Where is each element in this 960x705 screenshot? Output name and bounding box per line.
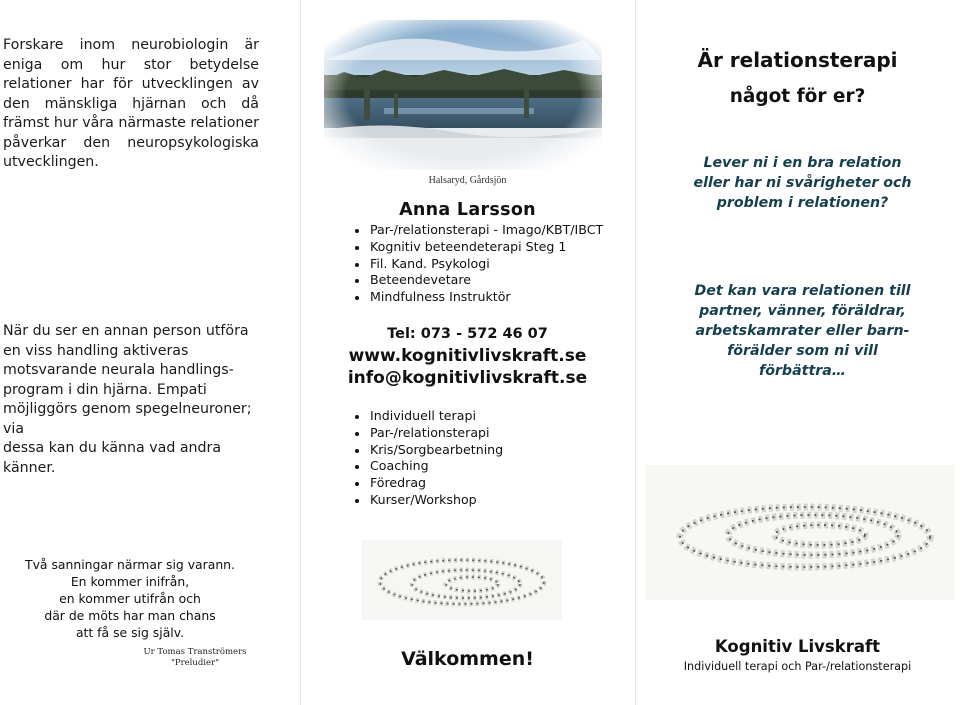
answer-line: Det kan vara relationen till	[694, 283, 911, 299]
citation-author: Ur Tomas Tranströmers	[143, 647, 247, 657]
heading-line-2: något för er?	[729, 86, 866, 107]
panel-middle	[300, 0, 635, 705]
bullet-icon	[355, 499, 359, 503]
stone-spiral-image	[362, 540, 562, 624]
bullet-icon	[355, 482, 359, 486]
stone-spiral-image	[645, 465, 955, 604]
poem-line: En kommer inifrån,	[70, 574, 190, 589]
qualifications-list	[370, 222, 603, 306]
heading-line-1: Är relationsterapi	[697, 48, 898, 72]
poem-citation	[120, 647, 270, 669]
citation-title: "Preludier"	[170, 658, 220, 668]
paragraph-line: motsvarande neurala handlings-	[3, 362, 234, 378]
list-item: Coaching	[370, 458, 503, 475]
email-link[interactable]: info@kognitivlivskraft.se	[347, 368, 588, 388]
website-link[interactable]: www.kognitivlivskraft.se	[348, 346, 587, 366]
brand-name: Kognitiv Livskraft	[714, 637, 881, 656]
list-item: Fil. Kand. Psykologi	[370, 256, 603, 273]
paragraph-line: möjliggörs genom spegelneuroner; via	[3, 401, 252, 437]
bullet-icon	[355, 279, 359, 283]
poem-line: Två sanningar närmar sig varann.	[25, 557, 235, 572]
services-list	[370, 408, 503, 509]
list-item: Kognitiv beteendeterapi Steg 1	[370, 239, 603, 256]
bullet-icon	[355, 296, 359, 300]
list-item: Kris/Sorgbearbetning	[370, 442, 503, 459]
paragraph-line: dessa kan du känna vad andra känner.	[3, 440, 222, 476]
poem-line: att få se sig själv.	[75, 625, 185, 640]
lake-landscape-photo	[324, 20, 602, 170]
welcome-heading: Välkommen!	[401, 648, 534, 670]
mirror-neuron-paragraph	[3, 322, 259, 478]
answer-line: partner, vänner, föräldrar,	[699, 303, 906, 319]
neurobiology-paragraph: Forskare inom neurobiologin är eniga om hur stor betydelse relationer har för utvecklingen av den mänskliga hjärnan och då främst hur våra närmaste relationer påverkar den neuropsykologiska utvecklingen.	[3, 37, 259, 170]
poem-quote	[10, 556, 250, 641]
phone-number[interactable]: Tel: 073 - 572 46 07	[387, 326, 548, 342]
question-line: Lever ni i en bra relation	[703, 155, 902, 171]
panel-left	[0, 0, 300, 705]
panel-right	[635, 0, 960, 705]
list-item: Individuell terapi	[370, 408, 503, 425]
bullet-icon	[355, 263, 359, 267]
question-line: problem i relationen?	[716, 195, 889, 211]
photo-caption: Halsaryd, Gårdsjön	[428, 175, 507, 186]
list-item: Beteendevetare	[370, 272, 603, 289]
relationship-question	[655, 153, 950, 213]
bullet-icon	[355, 415, 359, 419]
answer-line: förbättra…	[759, 363, 846, 379]
paragraph-line: en viss handling aktiveras	[3, 342, 189, 359]
therapist-name: Anna Larsson	[399, 200, 536, 220]
brand-tagline: Individuell terapi och Par-/relationsterapi	[683, 660, 912, 673]
answer-line: arbetskamrater eller barn-	[695, 323, 910, 339]
paragraph-line: program i din hjärna. Empati	[3, 381, 207, 398]
list-item: Kurser/Workshop	[370, 492, 503, 509]
list-item: Par-/relationsterapi	[370, 425, 503, 442]
question-line: eller har ni svårigheter och	[693, 175, 912, 191]
list-item: Föredrag	[370, 475, 503, 492]
bullet-icon	[355, 246, 359, 250]
relationship-answer	[655, 281, 950, 381]
bullet-icon	[355, 432, 359, 436]
answer-line: förälder som ni vill	[727, 343, 878, 359]
list-item: Par-/relationsterapi - Imago/KBT/IBCT	[370, 222, 603, 239]
bullet-icon	[355, 465, 359, 469]
list-item: Mindfulness Instruktör	[370, 289, 603, 306]
bullet-icon	[355, 229, 359, 233]
poem-line: en kommer utifrån och	[59, 591, 201, 606]
bullet-icon	[355, 449, 359, 453]
poem-line: där de möts har man chans	[44, 608, 216, 623]
paragraph-line: När du ser en annan person utföra	[3, 323, 249, 339]
